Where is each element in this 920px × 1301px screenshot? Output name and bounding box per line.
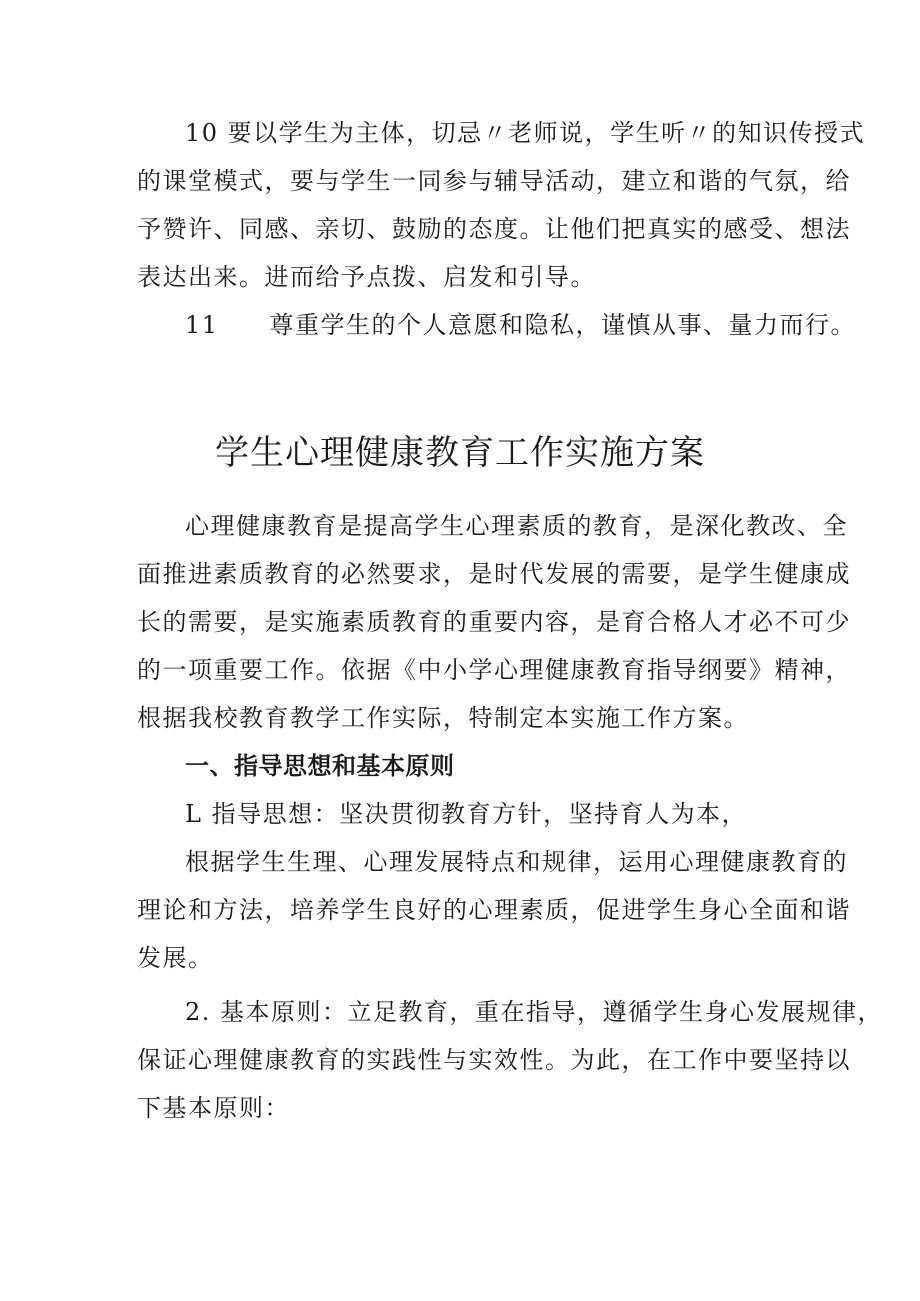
section-11-line: 11 尊重学生的个人意愿和隐私，谨慎从事、量力而行。 [185, 311, 857, 339]
principles-line-3: 下基本原则： [137, 1094, 290, 1122]
section-10-line-3: 予赞许、同感、亲切、鼓励的态度。让他们把真实的感受、想法 [137, 215, 851, 243]
intro-line-5: 根据我校教育教学工作实际，特制定本实施工作方案。 [137, 704, 749, 732]
document-title: 学生心理健康教育工作实施方案 [215, 432, 705, 473]
section-10-line-4: 表达出来。进而给予点拨、启发和引导。 [137, 263, 596, 291]
guiding-line-3: 理论和方法，培养学生良好的心理素质，促进学生身心全面和谐 [137, 896, 851, 924]
section-heading-1: 一、指导思想和基本原则 [185, 752, 455, 780]
guiding-line-2: 根据学生生理、心理发展特点和规律，运用心理健康教育的 [185, 848, 848, 876]
principles-line-1: 2. 基本原则：立足教育，重在指导，遵循学生身心发展规律， [185, 998, 884, 1026]
intro-line-4: 的一项重要工作。依据《中小学心理健康教育指导纲要》精神， [137, 656, 851, 684]
guiding-line-4: 发展。 [137, 944, 214, 972]
intro-line-3: 长的需要，是实施素质教育的重要内容，是育合格人才必不可少 [137, 608, 851, 636]
section-10-line-2: 的课堂模式，要与学生一同参与辅导活动，建立和谐的气氛，给 [137, 167, 851, 195]
intro-line-2: 面推进素质教育的必然要求，是时代发展的需要，是学生健康成 [137, 560, 851, 588]
guiding-line-1: L 指导思想：坚决贯彻教育方针，坚持育人为本， [185, 800, 748, 828]
intro-line-1: 心理健康教育是提高学生心理素质的教育，是深化教改、全 [185, 512, 848, 540]
principles-line-2: 保证心理健康教育的实践性与实效性。为此，在工作中要坚持以 [137, 1046, 851, 1074]
section-10-line-1: 10 要以学生为主体，切忌〃老师说，学生听〃的知识传授式 [185, 119, 866, 147]
